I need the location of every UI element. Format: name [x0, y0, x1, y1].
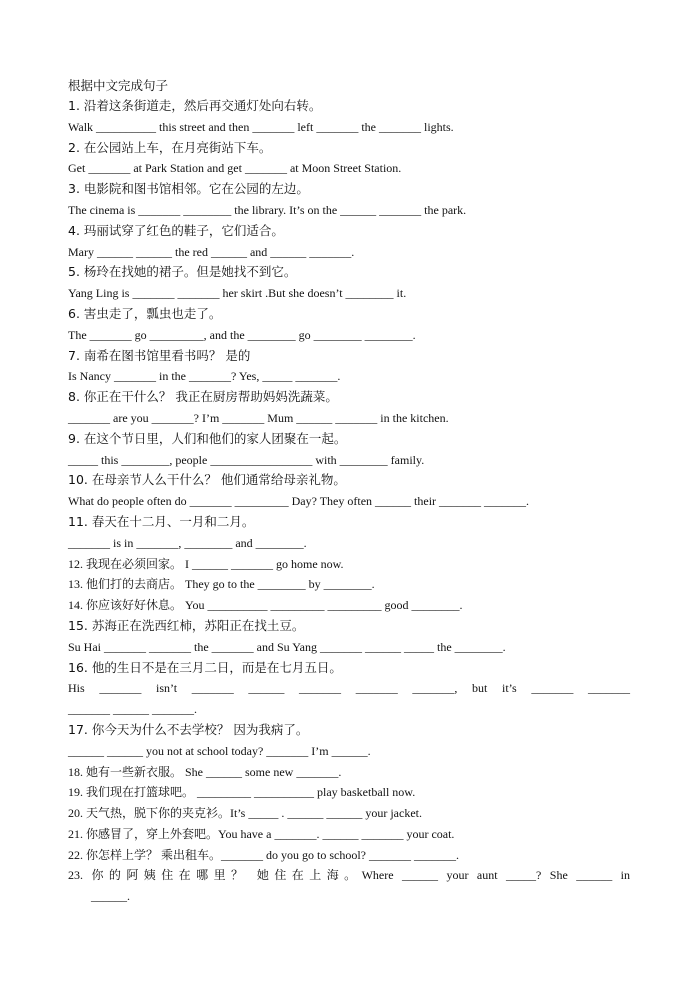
exercise-item — [68, 574, 630, 595]
exercise-item — [68, 262, 630, 304]
chinese-prompt-line: 16. 他的生日不是在三月二日，而是在七月五日。 — [68, 659, 342, 675]
chinese-prompt-line: 6. 害虫走了，瓢虫也走了。 — [68, 305, 222, 321]
exercise-item — [68, 221, 630, 263]
exercise-item — [68, 96, 630, 138]
worksheet-title: 根据中文完成句子 — [68, 78, 169, 93]
chinese-prompt-line: 17. 你今天为什么不去学校？ 因为我病了。 — [68, 721, 309, 737]
chinese-prompt-line: 10. 在母亲节人么干什么？ 他们通常给母亲礼物。 — [68, 472, 346, 488]
english-answer-line: What do people often do _______ _________ Day? They often ______ their _______ _______. — [68, 494, 530, 509]
exercise-item — [68, 762, 630, 783]
english-answer-line: Mary ______ ______ the red ______ and ______ _______. — [68, 244, 355, 259]
exercise-item — [68, 138, 630, 180]
exercise-item — [68, 782, 630, 803]
english-answer-line: 13. 他们打的去商店。 They go to the ________ by ________. — [68, 577, 375, 592]
exercise-item — [68, 387, 630, 429]
english-answer-line: 21. 你感冒了，穿上外套吧。You have a _______. ______ _______ your coat. — [68, 826, 455, 841]
chinese-prompt-line: 3. 电影院和图书馆相邻。它在公园的左边。 — [68, 181, 309, 197]
english-answer-line: _______ ______ _______. — [68, 702, 197, 717]
chinese-prompt-line: 4. 玛丽试穿了红色的鞋子，它们适合。 — [68, 222, 284, 238]
exercise-item — [68, 304, 630, 346]
chinese-prompt-line: 1. 沿着这条街道走，然后再交通灯处向右转。 — [68, 98, 322, 113]
exercise-item — [68, 824, 630, 845]
english-answer-line: The _______ go _________, and the ________ go ________ ________. — [68, 327, 416, 342]
chinese-prompt-line: 7. 南希在图书馆里看书吗？ 是的 — [68, 347, 251, 363]
english-answer-line: ______. — [91, 889, 130, 904]
english-answer-line: _____ this ________, people _________________ with ________ family. — [68, 452, 425, 467]
english-answer-line: Walk __________ this street and then _______ left _______ the _______ lights. — [68, 119, 454, 134]
english-answer-line: 18. 她有一些新衣服。 She ______ some new _______. — [68, 764, 342, 779]
exercise-item — [68, 429, 630, 471]
chinese-prompt-line: 15. 苏海正在洗西红柿，苏阳正在找土豆。 — [68, 617, 305, 633]
english-answer-line: Yang Ling is _______ _______ her skirt .But she doesn’t ________ it. — [68, 286, 407, 301]
english-answer-line: _______ is in _______, ________ and ________. — [68, 535, 307, 550]
exercise-item — [68, 179, 630, 221]
exercise-item — [68, 346, 630, 388]
english-answer-line: 23. 你的阿姨住在哪里？ 她住在上海。Where ______ your aunt _____? She ______ in — [68, 868, 630, 883]
exercise-item — [68, 470, 630, 512]
english-answer-line: 12. 我现在必须回家。 I ______ _______ go home now. — [68, 556, 344, 571]
chinese-prompt-line: 11. 春天在十二月、一月和二月。 — [68, 513, 255, 529]
english-answer-line: _______ are you _______? I’m _______ Mum ______ _______ in the kitchen. — [68, 410, 449, 425]
english-answer-line: Su Hai _______ _______ the _______ and Su Yang _______ ______ _____ the ________. — [68, 639, 506, 654]
exercise-item — [68, 845, 630, 866]
exercise-item — [68, 865, 630, 907]
chinese-prompt-line: 8. 你正在干什么？ 我正在厨房帮助妈妈洗蔬菜。 — [68, 389, 338, 405]
exercise-item — [68, 803, 630, 824]
chinese-prompt-line: 9. 在这个节日里，人们和他们的家人团聚在一起。 — [68, 430, 347, 446]
exercise-item — [68, 658, 630, 720]
exercise-item — [68, 512, 630, 554]
english-answer-line: 19. 我们现在打篮球吧。 _________ __________ play basketball now. — [68, 785, 416, 800]
english-answer-line: His _______ isn’t _______ ______ _______ _______ _______, but it’s _______ _______ — [68, 681, 630, 696]
exercise-list — [68, 96, 630, 907]
english-answer-line: 20. 天气热，脱下你的夹克衫。It’s _____ . ______ ______ your jacket. — [68, 806, 422, 821]
chinese-prompt-line: 5. 杨玲在找她的裙子。但是她找不到它。 — [68, 264, 297, 280]
exercise-item — [68, 616, 630, 658]
english-answer-line: Get _______ at Park Station and get _______ at Moon Street Station. — [68, 161, 402, 176]
exercise-item — [68, 554, 630, 575]
exercise-item — [68, 720, 630, 762]
worksheet-page — [68, 76, 630, 907]
english-answer-line: Is Nancy _______ in the _______? Yes, _____ _______. — [68, 369, 341, 384]
english-answer-line: The cinema is _______ ________ the library. It’s on the ______ _______ the park. — [68, 202, 467, 217]
exercise-item — [68, 595, 630, 616]
chinese-prompt-line: 2. 在公园站上车，在月亮街站下车。 — [68, 139, 272, 155]
english-answer-line: 22. 你怎样上学？ 乘出租车。_______ do you go to school? _______ _______. — [68, 847, 459, 862]
english-answer-line: ______ ______ you not at school today? _______ I’m ______. — [68, 743, 371, 758]
english-answer-line: 14. 你应该好好休息。 You __________ _________ _________ good ________. — [68, 598, 463, 613]
